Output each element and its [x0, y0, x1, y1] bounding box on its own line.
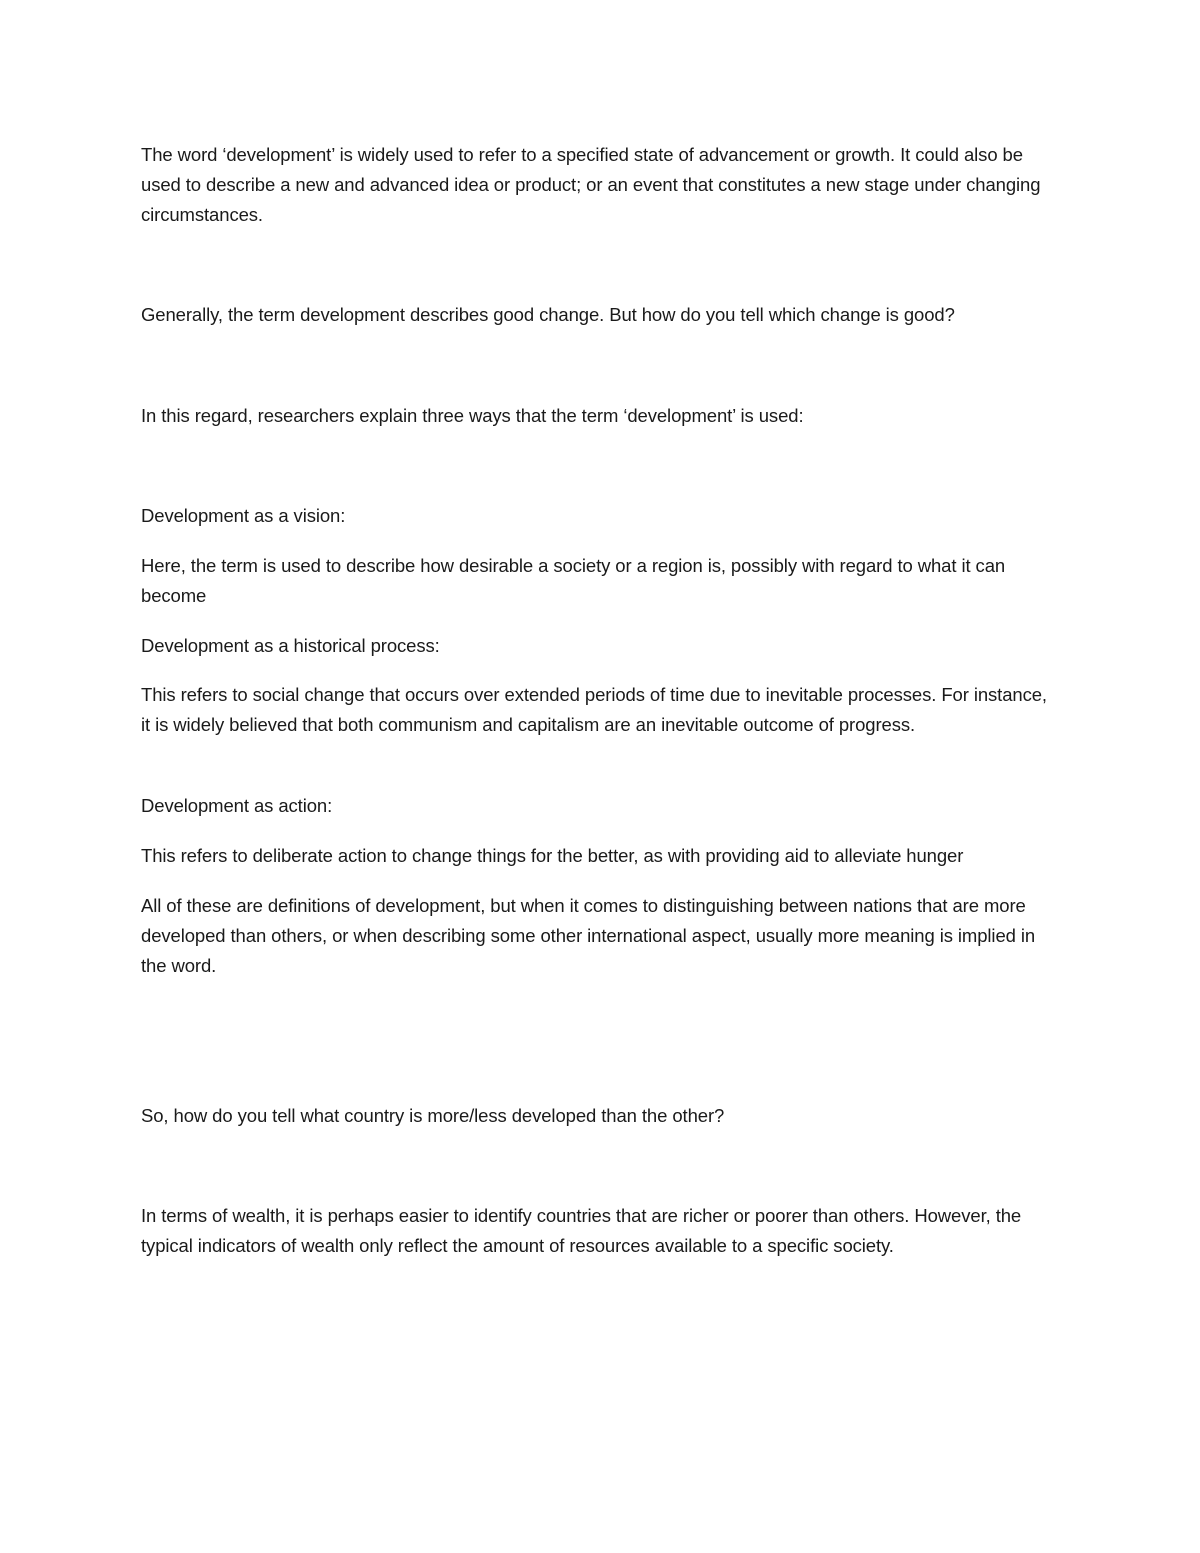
heading-historical-process: Development as a historical process:: [141, 635, 440, 656]
paragraph-vision: Here, the term is used to describe how desirable a society or a region is, possibly with regard to what it can become: [141, 555, 1006, 607]
paragraph-definition: The word ‘development’ is widely used to refer to a specified state of advancement or growth. It could also be used to describe a new and advanced idea or product; or an event that constitutes a new stage under changing circumstances.: [141, 144, 1041, 226]
paragraph-good-change: Generally, the term development describes good change. But how do you tell which change is good?: [141, 304, 955, 325]
paragraph-action: This refers to deliberate action to change things for the better, as with providing aid to alleviate hunger: [141, 845, 964, 866]
heading-vision: Development as a vision:: [141, 505, 346, 526]
paragraph-three-ways: In this regard, researchers explain three ways that the term ‘development’ is used:: [141, 405, 804, 426]
paragraph-historical-process: This refers to social change that occurs over extended periods of time due to inevitable processes. For instance, it is widely believed that both communism and capitalism are an inevitable outcome of progress.: [141, 684, 1047, 736]
heading-action: Development as action:: [141, 795, 333, 816]
paragraph-wealth: In terms of wealth, it is perhaps easier to identify countries that are richer or poorer than others. However, the typical indicators of wealth only reflect the amount of resources available to a specific society.: [141, 1205, 1022, 1257]
paragraph-definitions: All of these are definitions of development, but when it comes to distinguishing between nations that are more developed than others, or when describing some other international aspect, usually more meaning is implied in the word.: [141, 895, 1036, 977]
paragraph-question: So, how do you tell what country is more/less developed than the other?: [141, 1105, 725, 1126]
